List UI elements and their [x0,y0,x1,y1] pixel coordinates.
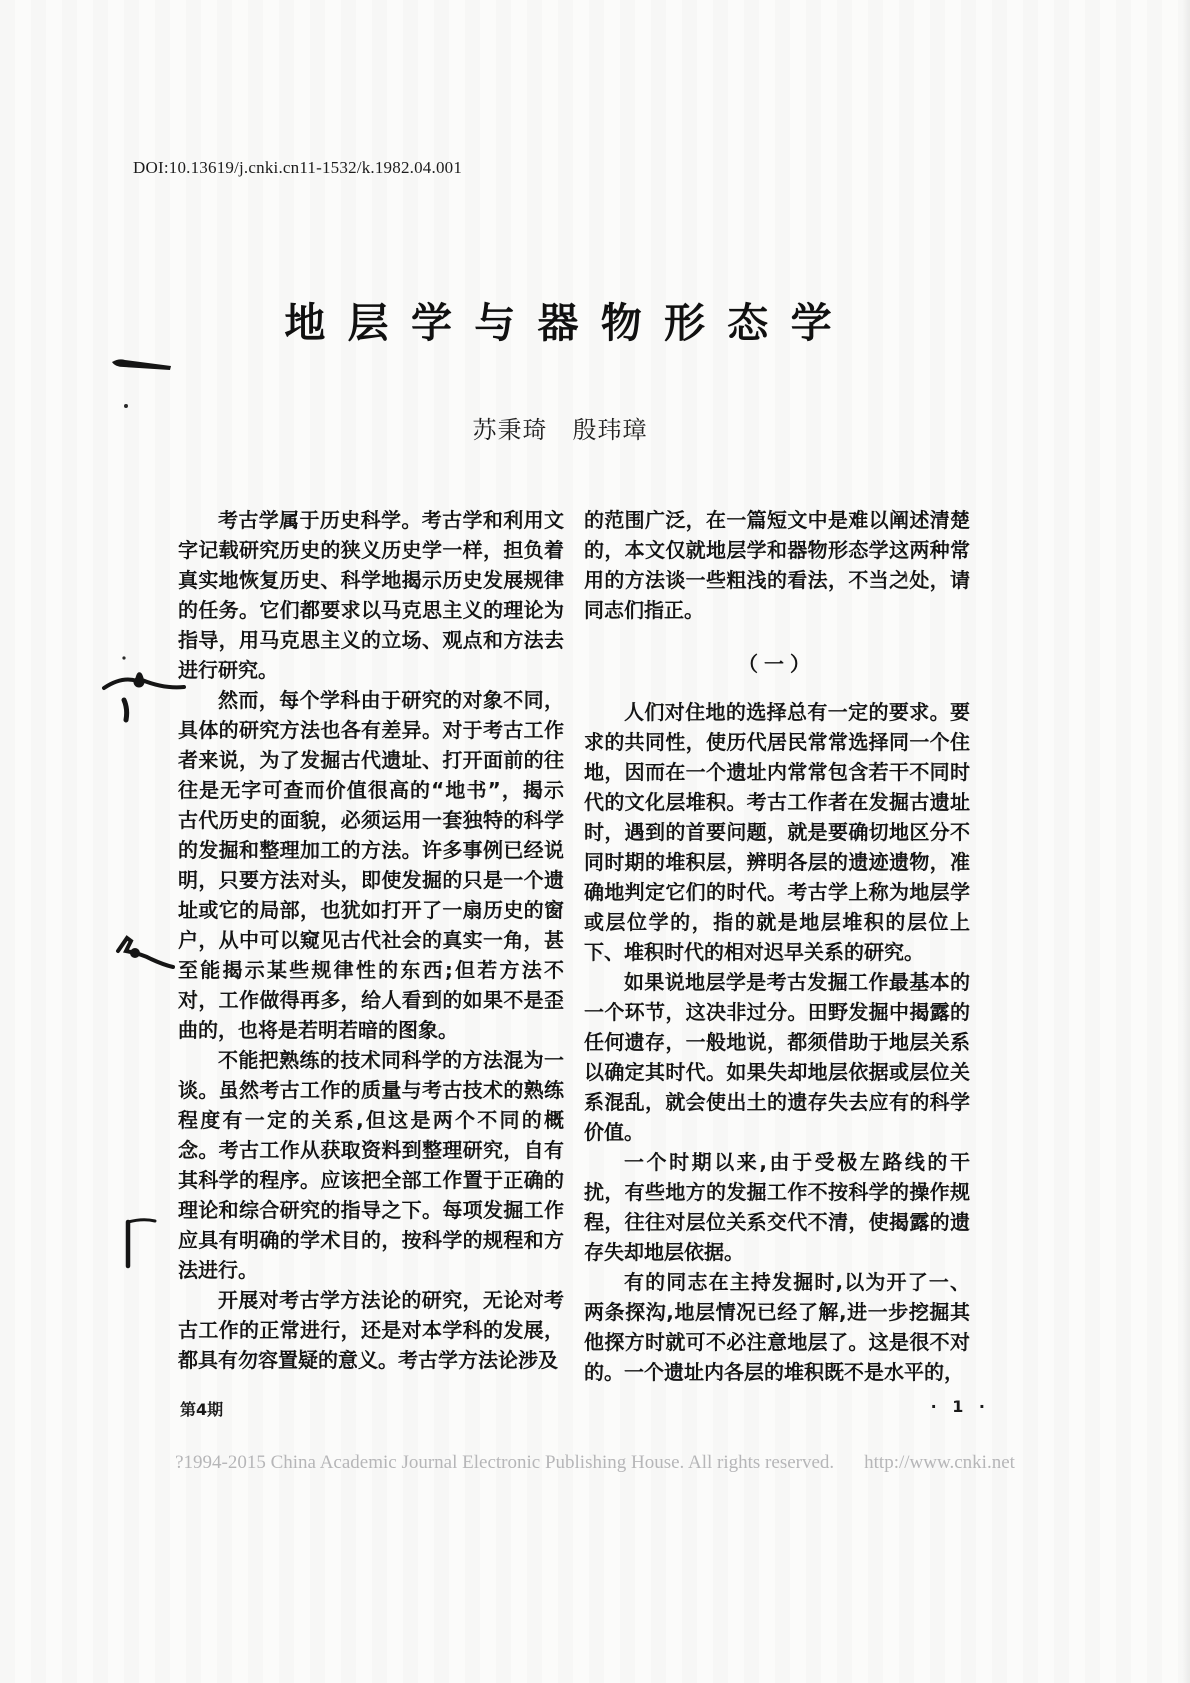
paragraph: 考古学属于历史科学。考古学和利用文字记载研究历史的狭义历史学一样，担负着真实地恢复历史、科学地揭示历史发展规律的任务。它们都要求以马克思主义的理论为指导，用马克思主义的立场、观点和方法去进行研究。 [178,508,564,682]
pen-tick-mark [124,700,127,720]
paragraph: 如果说地层学是考古发掘工作最基本的一个环节，这决非过分。田野发掘中揭露的任何遗存，一般地说，都须借助于地层关系以确定其时代。如果失却地层依据或层位关系混乱，就会使出土的遗存失去应有的科学价值。 [584,970,970,1144]
pen-squiggle-arrow-mark [104,674,184,688]
article-title: 地 层 学 与 器 物 形 态 学 [284,299,836,347]
paragraph: 不能把熟练的技术同科学的方法混为一谈。虽然考古工作的质量与考古技术的熟练程度有一定的关系,但这是两个不同的概念。考古工作从获取资料到整理研究，自有其科学的程序。应该把全部工作置于正确的理论和综合研究的指导之下。每项发掘工作应具有明确的学术目的，按科学的规程和方法进行。 [178,1048,564,1282]
authors: 苏秉琦 殷玮璋 [472,416,648,444]
copyright-text: ?1994-2015 China Academic Journal Electronic Publishing House. All rights reserved. [175,1452,835,1473]
paragraph: 一个时期以来,由于受极左路线的干扰，有些地方的发掘工作不按科学的操作规程，往往对层位关系交代不清，使揭露的遗存失却地层依据。 [584,1150,970,1264]
section-heading: （一） [738,652,816,676]
pen-corner-bracket-mark [128,1220,155,1222]
paragraph: 人们对住地的选择总有一定的要求。要求的共同性，使历代居民常常选择同一个住地，因而在一个遗址内常常包含若干不同时代的文化层堆积。考古工作者在发掘古遗址时，遇到的首要问题，就是要确切地区分不同时期的堆积层，辨明各层的遗迹遗物，准确地判定它们的时代。考古学上称为地层学或层位学的，指的就是地层堆积的层位上下、堆积时代的相对迟早关系的研究。 [584,700,970,964]
issue-number: 第4期 [180,1400,224,1419]
pen-check-mark [118,938,173,967]
paragraph: 有的同志在主持发掘时,以为开了一、两条探沟,地层情况已经了解,进一步挖掘其他探方时就可不必注意地层了。这是很不对的。一个遗址内各层的堆积既不是水平的， [584,1270,970,1384]
paragraph-continuation: 的范围广泛，在一篇短文中是难以阐述清楚的，本文仅就地层学和器物形态学这两种常用的方法谈一些粗浅的看法，不当之处，请同志们指正。 [584,508,970,622]
pen-squiggle-blob [134,677,145,688]
pen-check-blob [130,948,140,958]
copyright-url: http://www.cnki.net [864,1452,1015,1473]
pen-speck-mark [122,656,125,659]
doi-line: DOI:10.13619/j.cnki.cn11-1532/k.1982.04.001 [133,158,463,177]
copyright-line [0,1452,1190,1474]
paragraph: 开展对考古学方法论的研究，无论对考古工作的正常进行，还是对本学科的发展，都具有勿容置疑的意义。考古学方法论涉及 [178,1288,564,1372]
paragraph: 然而，每个学科由于研究的对象不同，具体的研究方法也各有差异。对于考古工作者来说，为了发掘古代遗址、打开面前的往往是无字可查而价值很高的“地书”，揭示古代历史的面貌，必须运用一套独特的科学的发掘和整理加工的方法。许多事例已经说明，只要方法对头，即使发掘的只是一个遗址或它的局部，也犹如打开了一扇历史的窗户，从中可以窥见古代社会的真实一角，甚至能揭示某些规律性的东西;但若方法不对，工作做得再多，给人看到的如果不是歪曲的，也将是若明若暗的图象。 [178,688,564,1042]
pen-dash-mark [112,359,171,370]
pen-dot-mark [124,404,128,408]
page-number: · 1 · [930,1397,990,1416]
left-column [178,505,564,1375]
right-column [584,505,970,1387]
